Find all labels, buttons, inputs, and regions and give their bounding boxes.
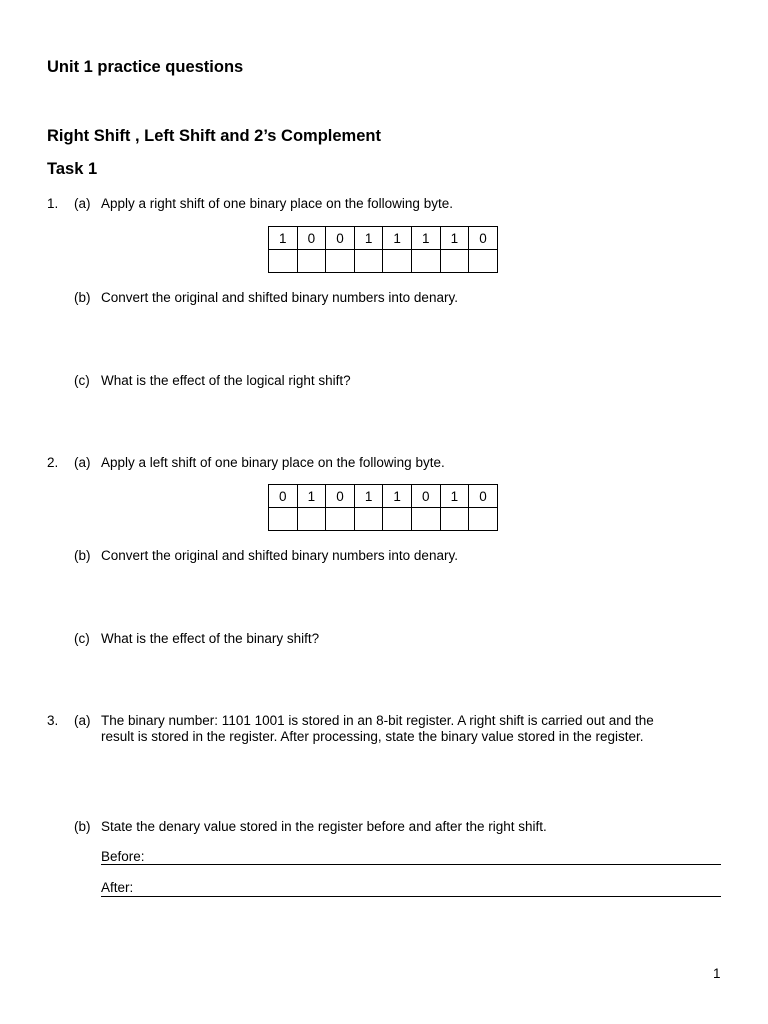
- answer-cell[interactable]: [354, 508, 383, 531]
- answer-cell[interactable]: [326, 250, 355, 273]
- section-title: Right Shift , Left Shift and 2’s Complement: [47, 127, 381, 145]
- bit-cell: 1: [269, 227, 298, 250]
- question-2c-text: What is the effect of the binary shift?: [101, 631, 320, 646]
- answer-bits-row: [269, 508, 498, 531]
- question-2-number: 2.: [47, 455, 59, 470]
- answer-cell[interactable]: [469, 250, 498, 273]
- bit-cell: 0: [469, 485, 498, 508]
- bit-cell: 1: [354, 227, 383, 250]
- question-1-bit-table: [268, 226, 498, 273]
- after-label: After:: [101, 880, 134, 895]
- after-answer-line[interactable]: [101, 896, 721, 897]
- bit-cell: 1: [440, 227, 469, 250]
- bit-cell: 1: [354, 485, 383, 508]
- answer-cell[interactable]: [440, 508, 469, 531]
- answer-cell[interactable]: [411, 508, 440, 531]
- answer-cell[interactable]: [440, 250, 469, 273]
- original-bits-row: [269, 227, 498, 250]
- bit-cell: 0: [326, 485, 355, 508]
- task-title: Task 1: [47, 160, 98, 178]
- question-1b-label: (b): [74, 290, 91, 305]
- question-1a-text: Apply a right shift of one binary place on the following byte.: [101, 196, 453, 211]
- bit-cell: 0: [411, 485, 440, 508]
- bit-cell: 0: [469, 227, 498, 250]
- question-1a-label: (a): [74, 196, 91, 211]
- question-3-number: 3.: [47, 713, 59, 728]
- before-label: Before:: [101, 849, 145, 864]
- question-1c-label: (c): [74, 373, 90, 388]
- bit-cell: 1: [440, 485, 469, 508]
- answer-cell[interactable]: [411, 250, 440, 273]
- answer-cell[interactable]: [383, 250, 412, 273]
- bit-cell: 1: [383, 227, 412, 250]
- question-3b-text: State the denary value stored in the register before and after the right shift.: [101, 819, 547, 834]
- question-1-number: 1.: [47, 196, 59, 211]
- answer-bits-row: [269, 250, 498, 273]
- question-1c-text: What is the effect of the logical right shift?: [101, 373, 351, 388]
- answer-cell[interactable]: [297, 508, 326, 531]
- question-3a-line-1: The binary number: 1101 1001 is stored in an 8-bit register. A right shift is carried out and the: [101, 713, 654, 728]
- answer-cell[interactable]: [383, 508, 412, 531]
- question-2b-label: (b): [74, 548, 91, 563]
- original-bits-row: [269, 485, 498, 508]
- question-2c-label: (c): [74, 631, 90, 646]
- page-number: 1: [713, 966, 721, 981]
- before-answer-line[interactable]: [101, 864, 721, 865]
- answer-cell[interactable]: [326, 508, 355, 531]
- question-2a-label: (a): [74, 455, 91, 470]
- bit-cell: 1: [297, 485, 326, 508]
- answer-cell[interactable]: [269, 250, 298, 273]
- bit-cell: 1: [411, 227, 440, 250]
- answer-cell[interactable]: [469, 508, 498, 531]
- question-2a-text: Apply a left shift of one binary place on the following byte.: [101, 455, 445, 470]
- bit-cell: 1: [383, 485, 412, 508]
- answer-cell[interactable]: [297, 250, 326, 273]
- answer-cell[interactable]: [269, 508, 298, 531]
- page-title: Unit 1 practice questions: [47, 58, 244, 76]
- question-2-bit-table: [268, 484, 498, 531]
- bit-cell: 0: [297, 227, 326, 250]
- bit-cell: 0: [326, 227, 355, 250]
- answer-cell[interactable]: [354, 250, 383, 273]
- question-1b-text: Convert the original and shifted binary numbers into denary.: [101, 290, 458, 305]
- question-3a-line-2: result is stored in the register. After processing, state the binary value stored in the register.: [101, 729, 644, 744]
- question-3b-label: (b): [74, 819, 91, 834]
- question-2b-text: Convert the original and shifted binary numbers into denary.: [101, 548, 458, 563]
- question-3a-label: (a): [74, 713, 91, 728]
- bit-cell: 0: [269, 485, 298, 508]
